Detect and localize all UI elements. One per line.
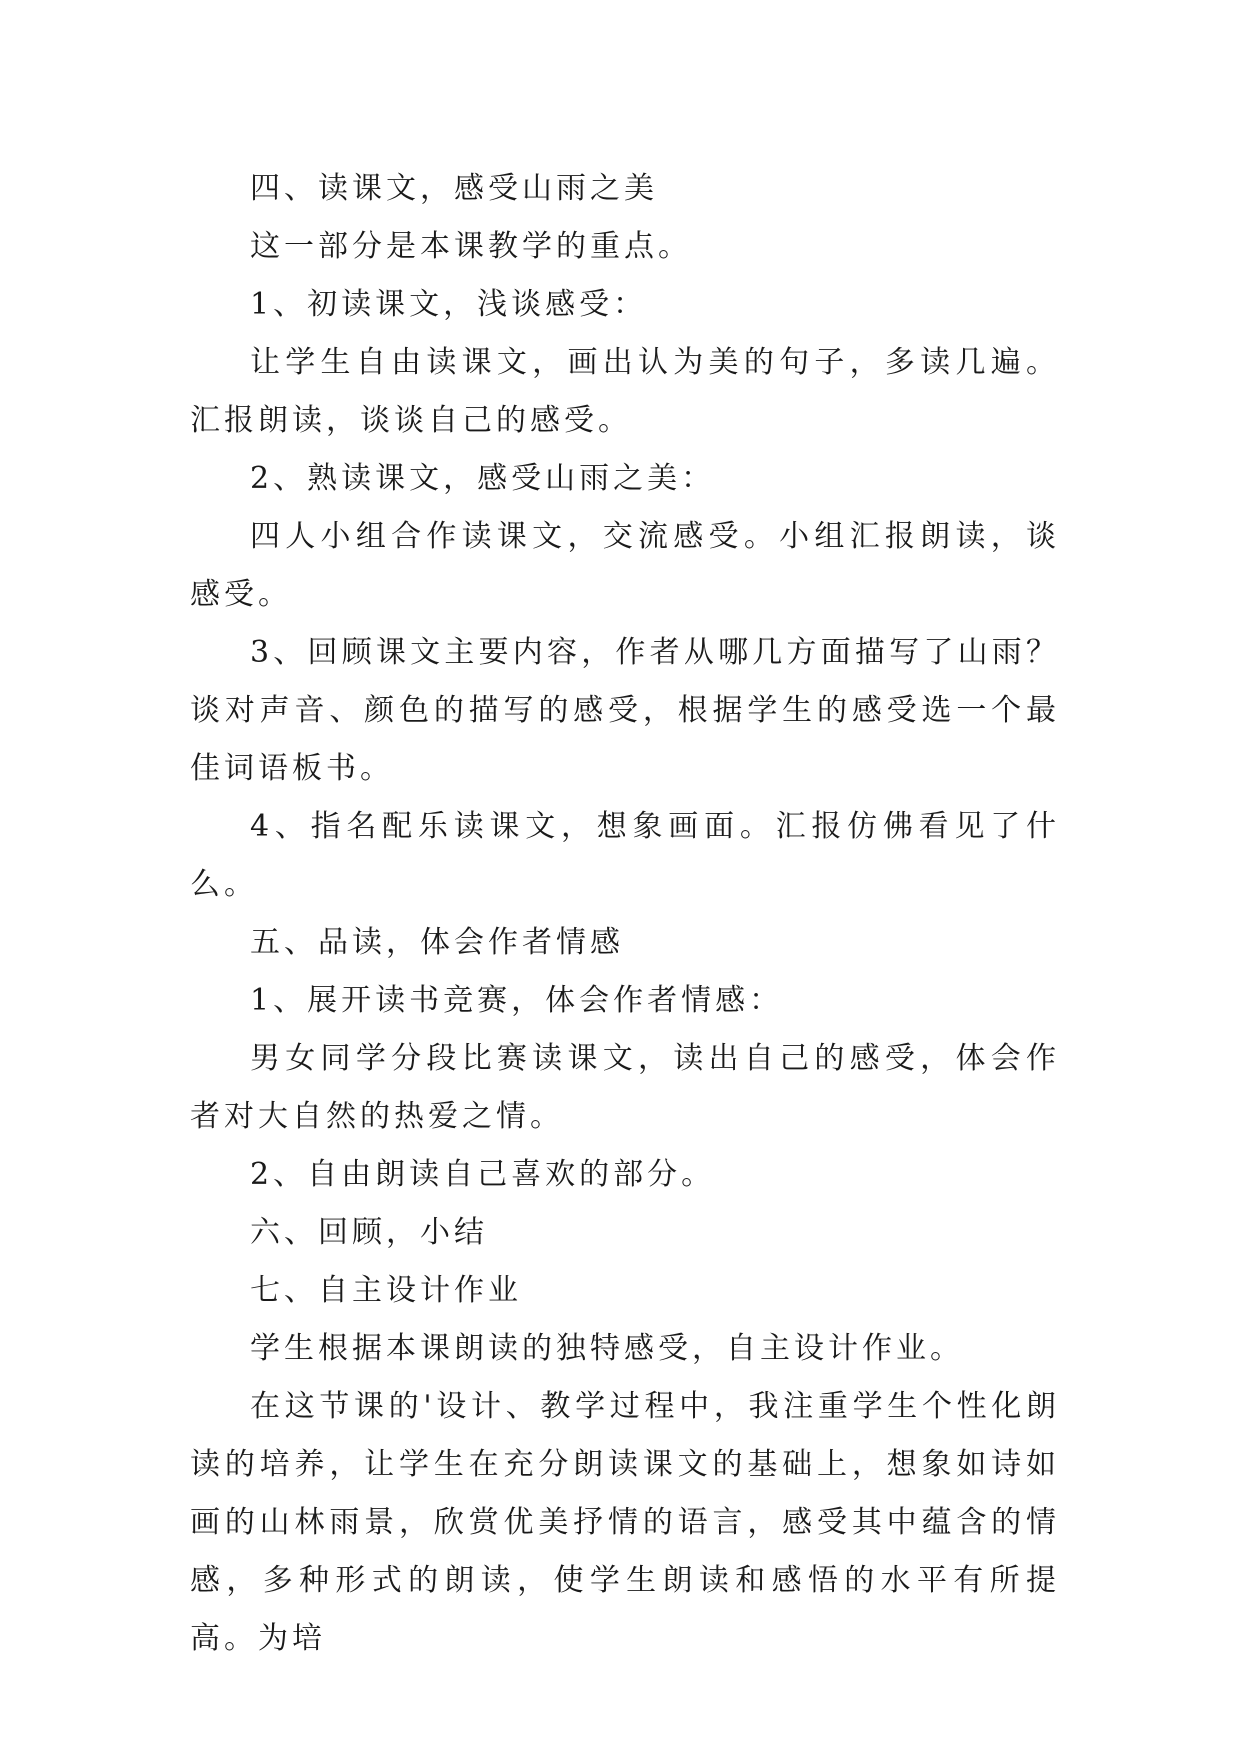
- paragraph-1: 四、读课文，感受山雨之美: [250, 171, 658, 206]
- paragraph-15: 学生根据本课朗读的独特感受，自主设计作业。: [250, 1331, 964, 1366]
- paragraph-3: 1、初读课文，浅谈感受：: [250, 287, 648, 322]
- paragraph-13: 六、回顾，小结: [250, 1215, 488, 1250]
- paragraph-9: 五、品读，体会作者情感: [250, 925, 624, 960]
- paragraph-2: 这一部分是本课教学的重点。: [250, 229, 692, 264]
- paragraph-6: 四人小组合作读课文，交流感受。小组汇报朗读，谈感受。: [190, 519, 1060, 612]
- paragraph-4: 让学生自由读课文，画出认为美的句子，多读几遍。汇报朗读，谈谈自己的感受。: [190, 345, 1060, 438]
- paragraph-8: 4、指名配乐读课文，想象画面。汇报仿佛看见了什么。: [190, 809, 1060, 902]
- paragraph-14: 七、自主设计作业: [250, 1273, 522, 1308]
- document-body: [190, 160, 1060, 1668]
- paragraph-5: 2、熟读课文，感受山雨之美：: [250, 461, 716, 496]
- paragraph-16: 在这节课的'设计、教学过程中，我注重学生个性化朗读的培养，让学生在充分朗读课文的基础上，想象如诗如画的山林雨景，欣赏优美抒情的语言，感受其中蕴含的情感，多种形式的朗读，使学生朗读和感悟的水平有所提高。为培: [190, 1389, 1060, 1656]
- paragraph-10: 1、展开读书竞赛，体会作者情感：: [250, 983, 784, 1018]
- paragraph-11: 男女同学分段比赛读课文，读出自己的感受，体会作者对大自然的热爱之情。: [190, 1041, 1060, 1134]
- paragraph-7: 3、回顾课文主要内容，作者从哪几方面描写了山雨？谈对声音、颜色的描写的感受，根据学生的感受选一个最佳词语板书。: [190, 635, 1060, 786]
- paragraph-12: 2、自由朗读自己喜欢的部分。: [250, 1157, 716, 1192]
